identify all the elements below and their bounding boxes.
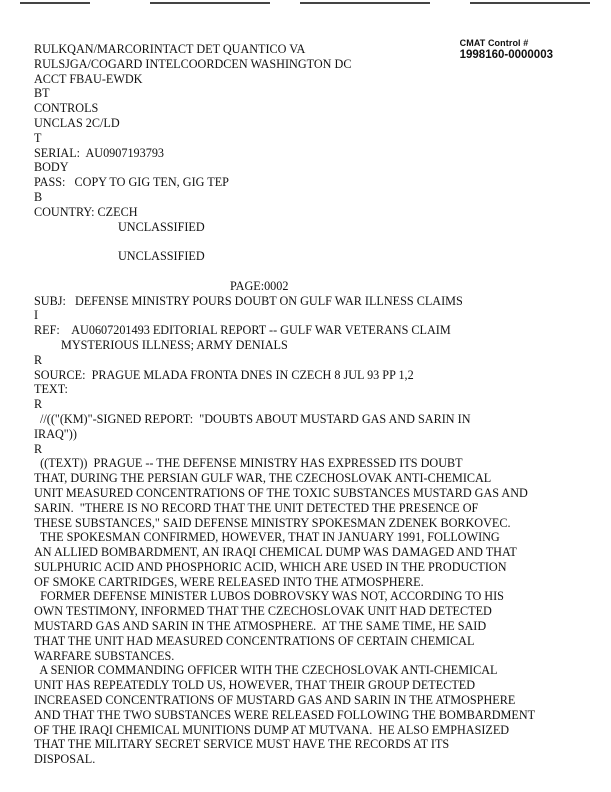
paragraph-line: UNIT HAS REPEATEDLY TOLD US, HOWEVER, THAT THEIR GROUP DETECTED — [34, 678, 476, 693]
paragraph-line: SARIN. "THERE IS NO RECORD THAT THE UNIT DETECTED THE PRESENCE OF — [34, 500, 479, 515]
source-line: SOURCE: PRAGUE MLADA FRONTA DNES IN CZECH 8 JUL 93 PP 1,2 — [34, 367, 414, 382]
paragraph-line: AN ALLIED BOMBARDMENT, AN IRAQI CHEMICAL DUMP WAS DAMAGED AND THAT — [34, 545, 517, 560]
line-marker: R — [34, 441, 43, 456]
paragraph-line: A SENIOR COMMANDING OFFICER WITH THE CZECHOSLOVAK ANTI-CHEMICAL — [34, 663, 498, 678]
report-paragraph — [34, 663, 594, 767]
paragraph-line: THAT THE UNIT HAD MEASURED CONCENTRATIONS OF CERTAIN CHEMICAL — [34, 633, 475, 648]
line-marker: R — [34, 352, 43, 367]
header-line: BT — [34, 86, 50, 101]
header-line: COUNTRY: CZECH — [34, 204, 138, 219]
paragraph-line: OWN TESTIMONY, INFORMED THAT THE CZECHOSLOVAK UNIT HAD DETECTED — [34, 604, 492, 619]
header-line: ACCT FBAU-EWDK — [34, 71, 143, 86]
line-marker: R — [34, 397, 43, 412]
header-line: UNCLAS 2C/LD — [34, 115, 120, 130]
message-body — [34, 42, 594, 767]
classification-marking: UNCLASSIFIED — [118, 249, 205, 264]
paragraph-line: OF SMOKE CARTRIDGES, WERE RELEASED INTO THE ATMOSPHERE. — [34, 574, 424, 589]
classification-marking: UNCLASSIFIED — [118, 219, 205, 234]
cmat-control-number: 1998160-0000003 — [459, 49, 553, 61]
report-paragraph — [34, 456, 594, 530]
subject-line: SUBJ: DEFENSE MINISTRY POURS DOUBT ON GULF WAR ILLNESS CLAIMS — [34, 293, 463, 308]
routing-header — [34, 42, 594, 220]
report-paragraph — [34, 530, 594, 589]
paragraph-line: WARFARE SUBSTANCES. — [34, 648, 175, 663]
paragraph-line: OF THE IRAQI CHEMICAL MUNITIONS DUMP AT MUTVANA. HE ALSO EMPHASIZED — [34, 722, 510, 737]
paragraph-line: THE SPOKESMAN CONFIRMED, HOWEVER, THAT IN JANUARY 1991, FOLLOWING — [34, 530, 500, 545]
paragraph-line: FORMER DEFENSE MINISTER LUBOS DOBROVSKY WAS NOT, ACCORDING TO HIS — [34, 589, 504, 604]
header-line: RULKQAN/MARCORINTACT DET QUANTICO VA — [34, 42, 306, 56]
header-line: T — [34, 130, 42, 145]
reference-line: REF: AU0607201493 EDITORIAL REPORT -- GULF WAR VETERANS CLAIM — [34, 323, 451, 338]
paragraph-line: DISPOSAL. — [34, 752, 96, 767]
report-paragraph — [34, 589, 594, 663]
cmat-control-label: CMAT Control # — [459, 38, 529, 48]
signed-report-line-continued: IRAQ")) — [34, 426, 77, 441]
text-label: TEXT: — [34, 382, 68, 397]
paragraph-line: SULPHURIC ACID AND PHOSPHORIC ACID, WHICH ARE USED IN THE PRODUCTION — [34, 559, 507, 574]
paragraph-line: ((TEXT)) PRAGUE -- THE DEFENSE MINISTRY HAS EXPRESSED ITS DOUBT — [34, 456, 463, 471]
header-line: RULSJGA/COGARD INTELCOORDCEN WASHINGTON DC — [34, 56, 352, 71]
reference-line-continued: MYSTERIOUS ILLNESS; ARMY DENIALS — [61, 337, 288, 352]
header-line: PASS: COPY TO GIG TEN, GIG TEP — [34, 175, 229, 190]
paragraph-line: THAT, DURING THE PERSIAN GULF WAR, THE CZECHOSLOVAK ANTI-CHEMICAL — [34, 471, 492, 486]
paragraph-line: AND THAT THE TWO SUBSTANCES WERE RELEASED FOLLOWING THE BOMBARDMENT — [34, 707, 536, 722]
subject-marker: I — [34, 308, 39, 323]
header-line: CONTROLS — [34, 101, 99, 116]
header-line: SERIAL: AU0907193793 — [34, 145, 165, 160]
header-line: B — [34, 189, 43, 204]
header-line: BODY — [34, 160, 69, 175]
signed-report-line: //(("(KM)"-SIGNED REPORT: "DOUBTS ABOUT MUSTARD GAS AND SARIN IN — [40, 411, 471, 426]
paragraph-line: MUSTARD GAS AND SARIN IN THE ATMOSPHERE. AT THE SAME TIME, HE SAID — [34, 619, 487, 634]
scan-top-edge — [0, 0, 611, 8]
page-number: PAGE:0002 — [230, 278, 289, 293]
paragraph-line: INCREASED CONCENTRATIONS OF MUSTARD GAS AND SARIN IN THE ATMOSPHERE — [34, 693, 516, 708]
paragraph-line: UNIT MEASURED CONCENTRATIONS OF THE TOXIC SUBSTANCES MUSTARD GAS AND — [34, 485, 528, 500]
paragraph-line: THAT THE MILITARY SECRET SERVICE MUST HAVE THE RECORDS AT ITS — [34, 737, 450, 752]
paragraph-line: THESE SUBSTANCES," SAID DEFENSE MINISTRY SPOKESMAN ZDENEK BORKOVEC. — [34, 515, 511, 530]
